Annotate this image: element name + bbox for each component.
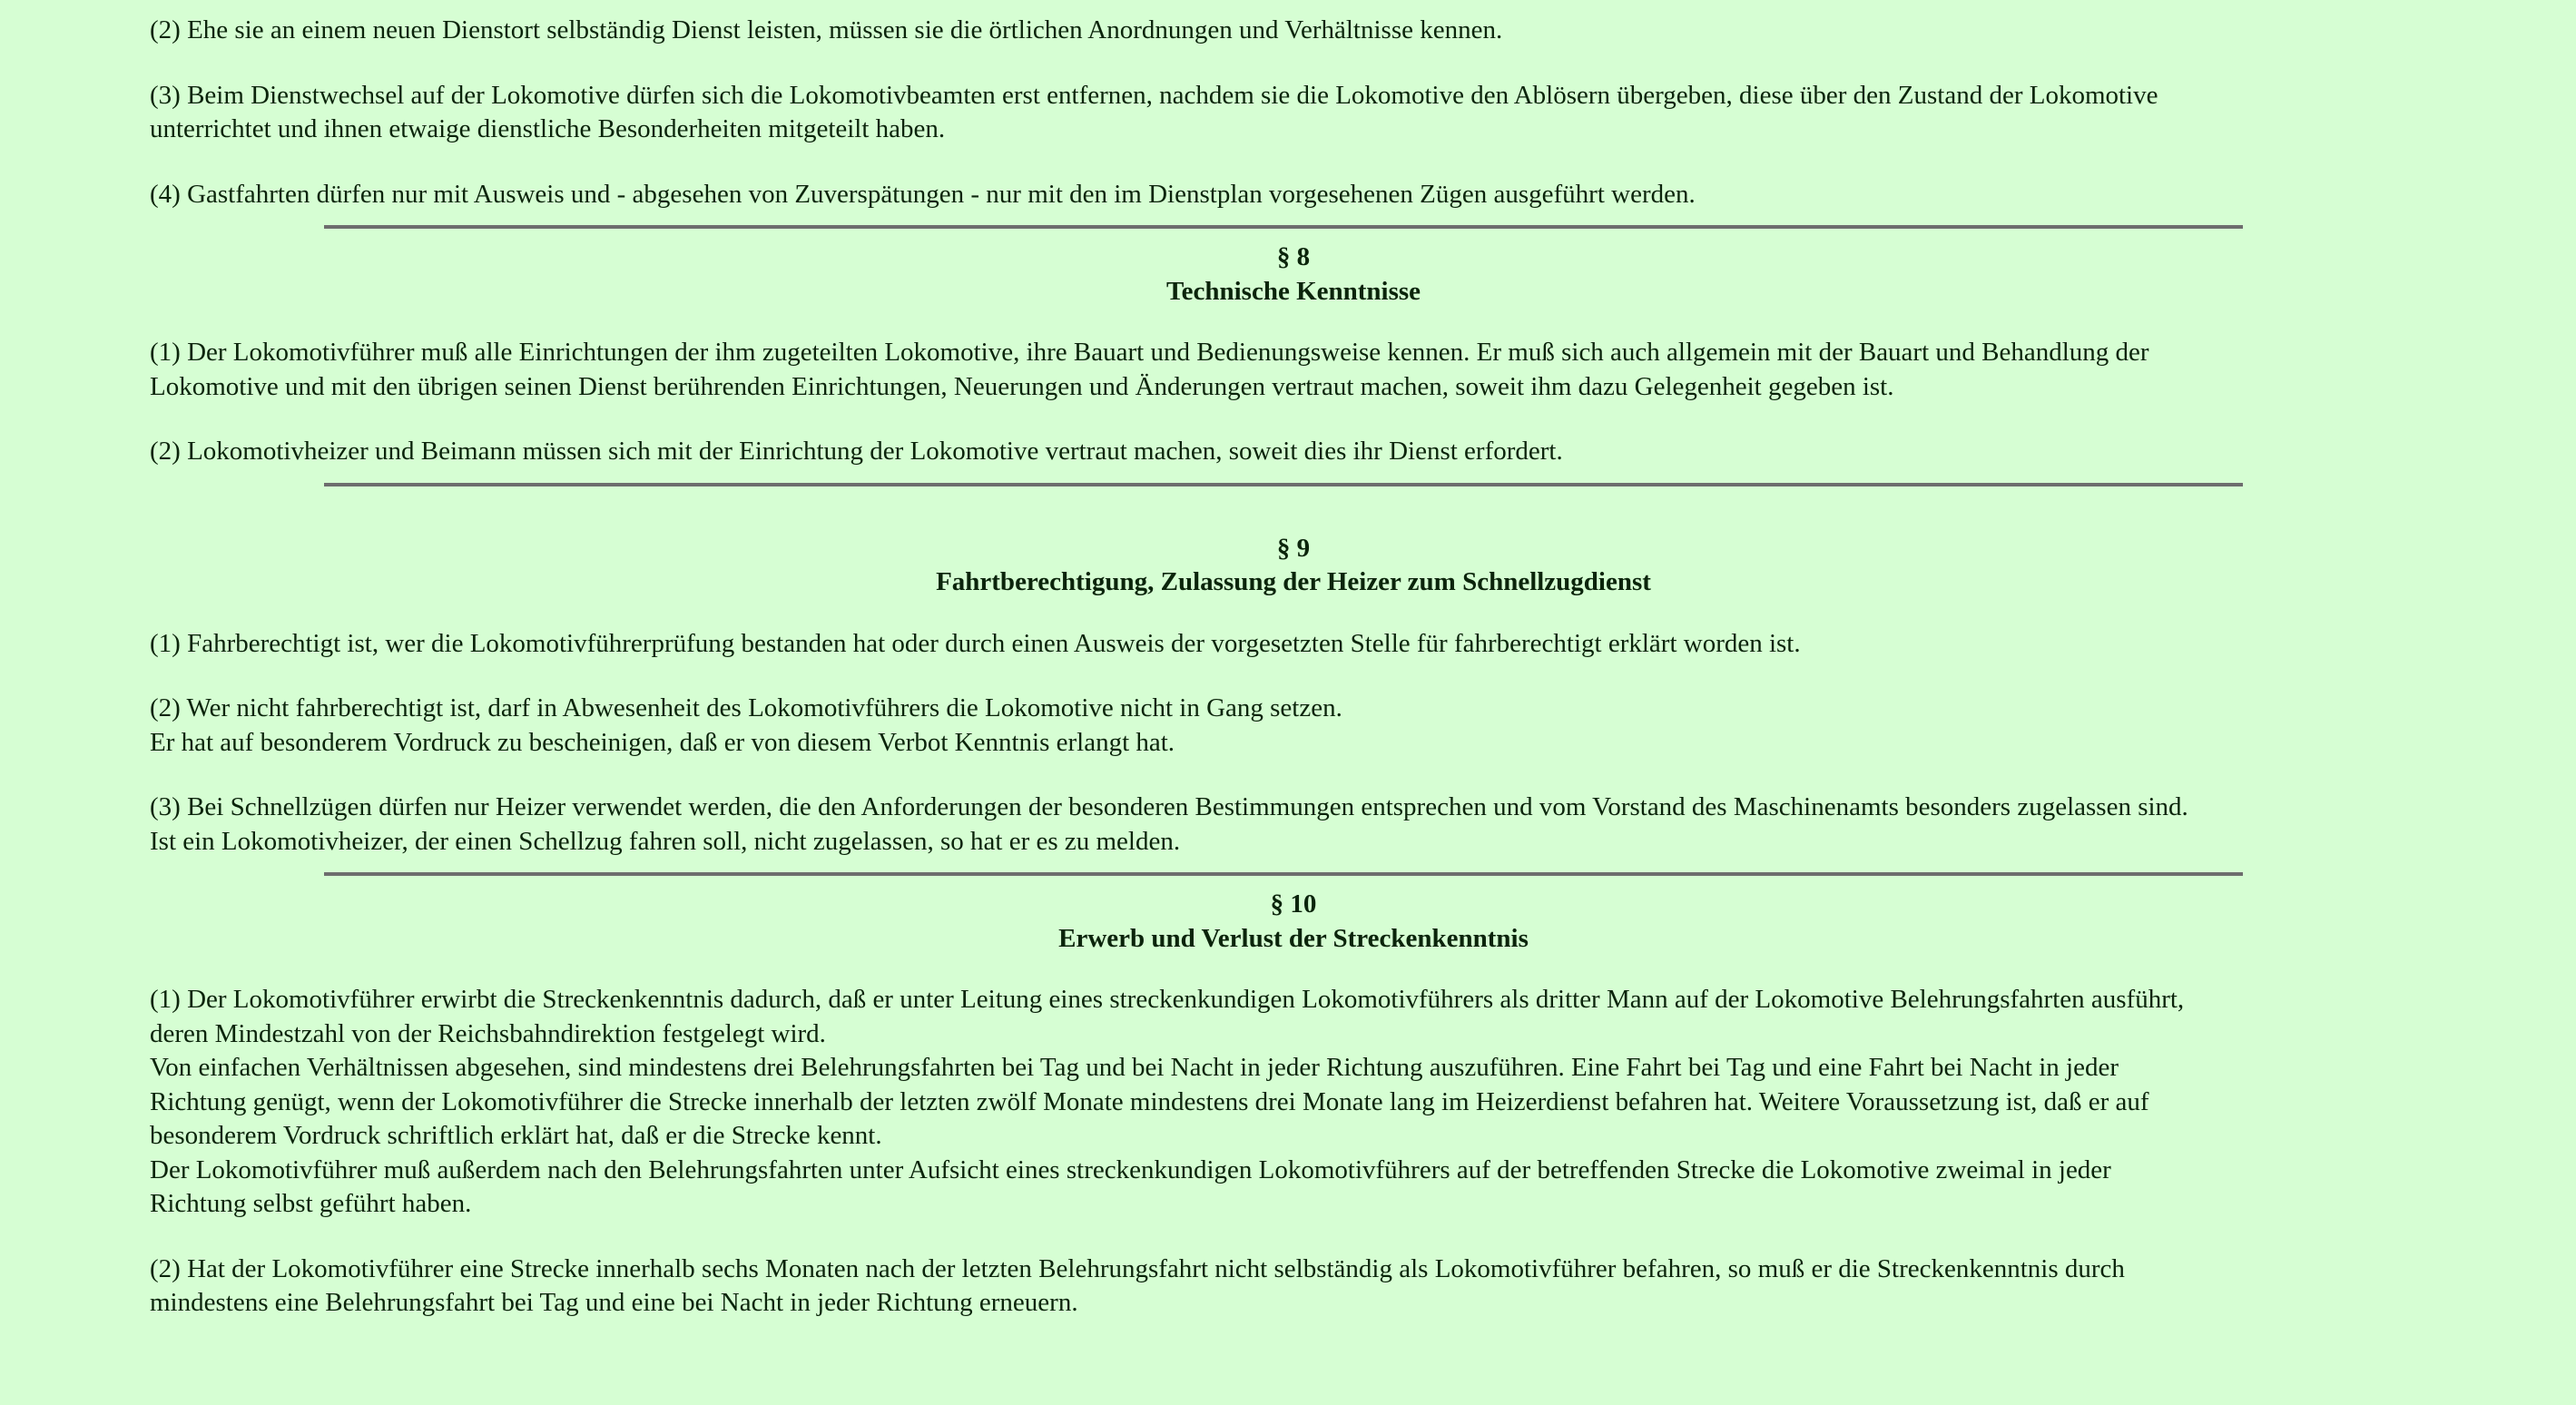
- text-line: (2) Hat der Lokomotivführer eine Strecke innerhalb sechs Monaten nach der letzten Belehrungsfahrt nicht selbständig als Lokomotivführer befahren, so muß er die Streckenkenntnis durch: [150, 1253, 2125, 1283]
- paragraph-s9-2: [150, 692, 2437, 760]
- text-line: Er hat auf besonderem Vordruck zu bescheinigen, daß er von diesem Verbot Kenntnis erlangt hat.: [150, 727, 1175, 757]
- section-9-heading: [150, 532, 2437, 600]
- paragraph-s8-2: [150, 435, 2437, 469]
- paragraph-pre-4: [150, 178, 2437, 212]
- paragraph-s10-2: [150, 1253, 2437, 1321]
- section-10-heading: [150, 888, 2437, 956]
- text-line: Ist ein Lokomotivheizer, der einen Schellzug fahren soll, nicht zugelassen, so hat er es zu melden.: [150, 826, 1181, 856]
- text-line: unterrichtet und ihnen etwaige dienstliche Besonderheiten mitgeteilt haben.: [150, 114, 946, 143]
- section-title: Technische Kenntnisse: [1165, 276, 1421, 306]
- text-line: (1) Der Lokomotivführer erwirbt die Streckenkenntnis dadurch, daß er unter Leitung eines streckenkundigen Lokomotivführers als dritter Mann auf der Lokomotive Belehrungsfahrten ausführt,: [150, 985, 2185, 1014]
- paragraph-pre-3: [150, 79, 2437, 147]
- text-line: besonderem Vordruck schriftlich erklärt hat, daß er die Strecke kennt.: [150, 1121, 882, 1150]
- text-line: Richtung selbst geführt haben.: [150, 1189, 472, 1218]
- section-number: § 10: [1270, 889, 1317, 919]
- section-number: § 8: [1276, 242, 1311, 271]
- text-line: (2) Ehe sie an einem neuen Dienstort selbständig Dienst leisten, müssen sie die örtlichen Anordnungen und Verhältnisse kennen.: [150, 15, 1503, 44]
- paragraph-s10-1: [150, 983, 2437, 1222]
- text-line: Richtung genügt, wenn der Lokomotivführer die Strecke innerhalb der letzten zwölf Monate mindestens drei Monate lang im Heizerdienst befahren hat. Weitere Voraussetzung ist, daß er auf: [150, 1086, 2149, 1116]
- section-divider: [324, 225, 2243, 229]
- paragraph-s8-1: [150, 336, 2437, 404]
- text-line: (2) Wer nicht fahrberechtigt ist, darf in Abwesenheit des Lokomotivführers die Lokomotive nicht in Gang setzen.: [150, 693, 1342, 722]
- paragraph-s9-3: [150, 791, 2437, 859]
- text-line: (2) Lokomotivheizer und Beimann müssen sich mit der Einrichtung der Lokomotive vertraut machen, soweit dies ihr Dienst erfordert.: [150, 437, 1563, 466]
- text-line: (1) Fahrberechtigt ist, wer die Lokomotivführerprüfung bestanden hat oder durch einen Ausweis der vorgesetzten Stelle für fahrberechtigt erklärt worden ist.: [150, 628, 1801, 658]
- text-line: (3) Bei Schnellzügen dürfen nur Heizer verwendet werden, die den Anforderungen der besonderen Bestimmungen entsprechen und vom Vorstand des Maschinenamts besonders zugelassen sind.: [150, 792, 2188, 821]
- section-number: § 9: [1276, 533, 1311, 563]
- section-title: Erwerb und Verlust der Streckenkenntnis: [1058, 923, 1529, 953]
- section-title: Fahrtberechtigung, Zulassung der Heizer zum Schnellzugdienst: [936, 567, 1651, 596]
- paragraph-s9-1: [150, 627, 2437, 662]
- section-divider: [324, 483, 2243, 486]
- text-line: mindestens eine Belehrungsfahrt bei Tag und eine bei Nacht in jeder Richtung erneuern.: [150, 1288, 1078, 1317]
- document-content: [150, 14, 2437, 1351]
- text-line: (3) Beim Dienstwechsel auf der Lokomotive dürfen sich die Lokomotivbeamten erst entfernen, nachdem sie die Lokomotive den Ablösern übergeben, diese über den Zustand der Lokomotive: [150, 80, 2158, 110]
- text-line: (4) Gastfahrten dürfen nur mit Ausweis und - abgesehen von Zuverspätungen - nur mit den im Dienstplan vorgesehenen Zügen ausgeführt werden.: [150, 179, 1696, 209]
- section-8-heading: [150, 241, 2437, 309]
- text-line: (1) Der Lokomotivführer muß alle Einrichtungen der ihm zugeteilten Lokomotive, ihre Bauart und Bedienungsweise kennen. Er muß sich auch allgemein mit der Bauart und Behandlung der: [150, 338, 2149, 367]
- section-divider: [324, 872, 2243, 876]
- text-line: deren Mindestzahl von der Reichsbahndirektion festgelegt wird.: [150, 1018, 826, 1048]
- text-line: Lokomotive und mit den übrigen seinen Dienst berührenden Einrichtungen, Neuerungen und Änderungen vertraut machen, soweit ihm dazu Gelegenheit gegeben ist.: [150, 371, 1894, 401]
- text-line: Der Lokomotivführer muß außerdem nach den Belehrungsfahrten unter Aufsicht eines streckenkundigen Lokomotivführers auf der betreffenden Strecke die Lokomotive zweimal in jeder: [150, 1154, 2111, 1184]
- paragraph-pre-2: [150, 14, 2437, 48]
- text-line: Von einfachen Verhältnissen abgesehen, sind mindestens drei Belehrungsfahrten bei Tag und bei Nacht in jeder Richtung auszuführen. Eine Fahrt bei Tag und eine Fahrt bei Nacht in jeder: [150, 1053, 2119, 1082]
